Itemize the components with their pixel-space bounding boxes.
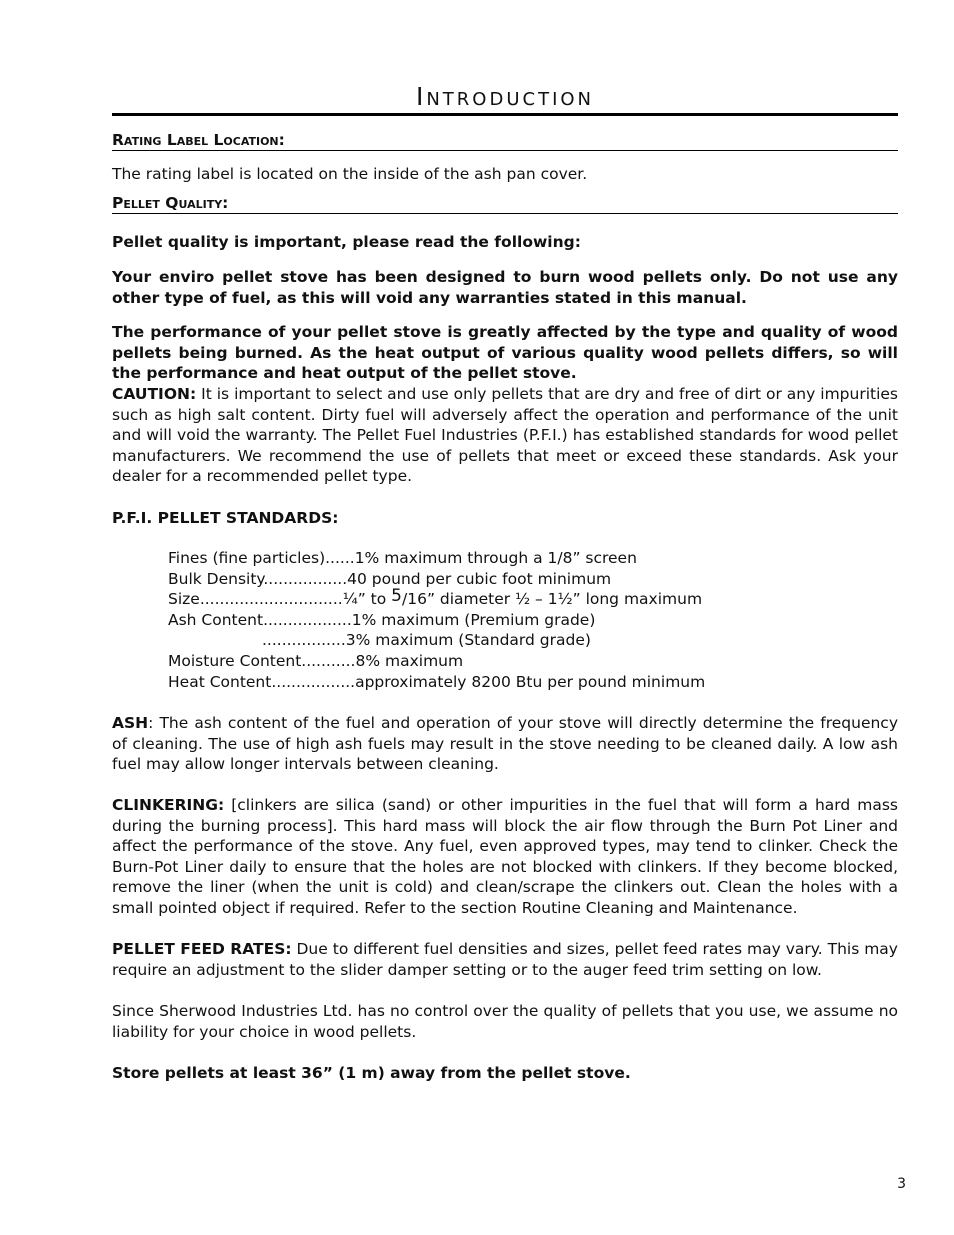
standard-ash-standard: .................3% maximum (Standard grade) xyxy=(262,631,591,650)
clinkering-label: CLINKERING: xyxy=(112,796,225,814)
page-title: Introduction xyxy=(415,82,595,111)
standards-list xyxy=(168,548,868,692)
pellet-quality-heading: Pellet Quality: xyxy=(112,194,898,214)
caution-text: It is important to select and use only pellets that are dry and free of dirt or any impurities such as high salt content. Dirty fuel will adversely affect the operation and performance of the unit and will void the warranty. The Pellet Fuel Industries (P.F.I.) has established standards for wood pellet manufacturers. We recommend the use of pellets that meet or exceed these standards. Ask your dealer for a recommended pellet type. xyxy=(112,385,898,486)
size-part-b: /16” diameter ½ – 1½” long maximum xyxy=(402,590,703,609)
liability-paragraph: Since Sherwood Industries Ltd. has no control over the quality of pellets that you use, we assume no liability for your choice in wood pellets. xyxy=(112,1002,898,1041)
standard-moisture: Moisture Content...........8% maximum xyxy=(168,651,464,670)
standard-size xyxy=(168,586,868,610)
storage-note: Store pellets at least 36” (1 m) away from the pellet stove. xyxy=(112,1064,631,1082)
standard-fines: Fines (fine particles)......1% maximum through a 1/8” screen xyxy=(168,549,637,567)
standard-ash-premium: Ash Content..................1% maximum (Premium grade) xyxy=(168,610,596,629)
size-superscript: 5 xyxy=(391,586,402,607)
feed-rates-paragraph xyxy=(112,939,898,980)
standards-heading: P.F.I. PELLET STANDARDS: xyxy=(112,509,339,527)
feed-rates-text: Due to different fuel densities and sizes, pellet feed rates may vary. This may require an adjustment to the slider damper setting or to the auger feed trim setting on low. xyxy=(112,940,898,979)
page-number: 3 xyxy=(897,1176,906,1192)
size-part-a: Size.............................¼” to xyxy=(168,590,392,609)
standard-bulk-density: Bulk Density.................40 pound per cubic foot minimum xyxy=(168,569,612,588)
pellet-only-warning: Your enviro pellet stove has been designed to burn wood pellets only. Do not use any other type of fuel, as this will void any warranties stated in this manual. xyxy=(112,268,898,307)
performance-note: The performance of your pellet stove is greatly affected by the type and quality of wood pellets being burned. As the heat output of various quality wood pellets differs, so will the performance and heat output of the pellet stove. xyxy=(112,323,898,383)
rating-label-text: The rating label is located on the inside of the ash pan cover. xyxy=(112,165,588,183)
clinkering-text: [clinkers are silica (sand) or other impurities in the fuel that will form a hard mass during the burning process]. This hard mass will block the air flow through the Burn Pot Liner and affect the performance of the stove. Any fuel, even approved types, may tend to clinker. Check the Burn-Pot Liner daily to ensure that the holes are not blocked with clinkers. If they become blocked, remove the liner (when the unit is cold) and clean/scrape the clinkers out. Clean the holes with a small pointed object if required. Refer to the section Routine Cleaning and Maintenance. xyxy=(112,796,898,917)
clinkering-paragraph xyxy=(112,795,898,919)
pellet-quality-intro: Pellet quality is important, please read the following: xyxy=(112,233,581,251)
title-rule xyxy=(112,113,898,116)
rating-label-heading: Rating Label Location: xyxy=(112,131,898,151)
ash-label: ASH xyxy=(112,714,149,732)
caution-label: CAUTION: xyxy=(112,385,197,403)
ash-paragraph xyxy=(112,713,898,775)
ash-text: : The ash content of the fuel and operation of your stove will directly determine the frequency of cleaning. The use of high ash fuels may result in the stove needing to be cleaned daily. A low ash fuel may allow longer intervals between cleaning. xyxy=(112,714,898,774)
standard-heat: Heat Content.................approximately 8200 Btu per pound minimum xyxy=(168,672,706,691)
caution-paragraph xyxy=(112,384,898,487)
feed-rates-label: PELLET FEED RATES: xyxy=(112,940,292,958)
